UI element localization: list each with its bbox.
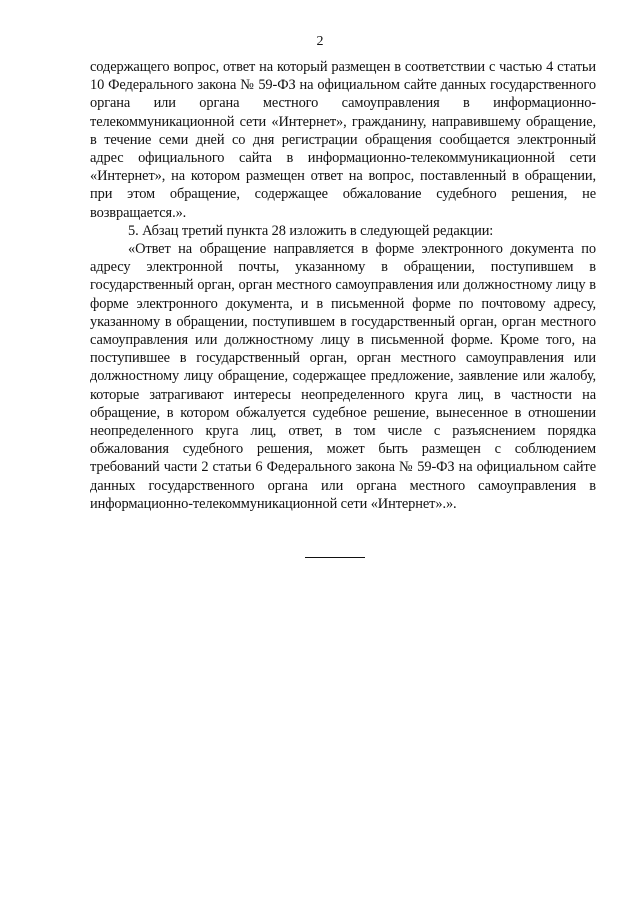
paragraph-continuation: содержащего вопрос, ответ на который размещен в соответствии с частью 4 статьи 10 Федерального закона № 59-ФЗ на официальном сайте данных государственного органа или органа местного самоуправления в информационно-телекоммуникационной сети «Интернет», гражданину, направившему обращение, в течение семи дней со дня регистрации обращения сообщается электронный адрес официального сайта в информационно-телекоммуникационной сети «Интернет», на котором размещен ответ на вопрос, поставленный в обращении, при этом обращение, содержащее обжалование судебного решения, не возвращается.».	[90, 59, 596, 221]
closing-divider-line	[305, 557, 365, 558]
document-body	[90, 58, 596, 513]
paragraph-quoted-text: «Ответ на обращение направляется в форме электронного документа по адресу электронной почты, указанному в обращении, поступившем в государственный орган, орган местного самоуправления или должностному лицу в форме электронного документа, и в письменной форме по почтовому адресу, указанному в обращении, поступившем в государственный орган, орган местного самоуправления или должностному лицу в письменной форме. Кроме того, на поступившее в государственный орган, орган местного самоуправления или должностному лицу обращение, содержащее предложение, заявление или жалобу, которые затрагивают интересы неопределенного круга лиц, в частности на обращение, в котором обжалуется судебное решение, вынесенное в отношении неопределенного круга лиц, ответ, в том числе с разъяснением порядка обжалования судебного решения, может быть размещен с соблюдением требований части 2 статьи 6 Федерального закона № 59-ФЗ на официальном сайте данных государственного органа или органа местного самоуправления в информационно-телекоммуникационной сети «Интернет».».	[90, 241, 596, 512]
page-number: 2	[316, 34, 324, 49]
paragraph-item-5: 5. Абзац третий пункта 28 изложить в следующей редакции:	[128, 222, 494, 239]
